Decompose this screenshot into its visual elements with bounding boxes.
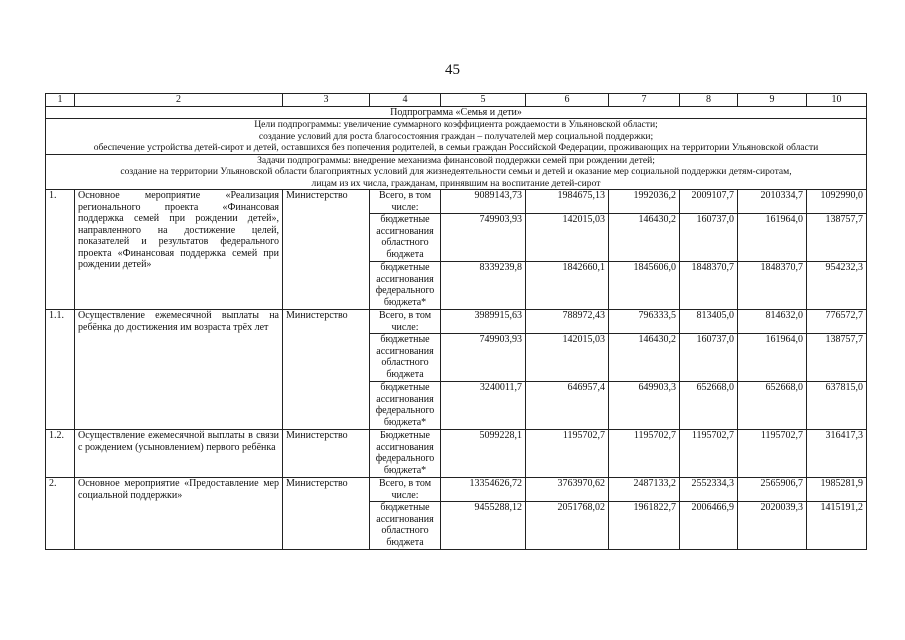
amount-cell: 652668,0	[738, 382, 807, 430]
column-header: 10	[807, 94, 867, 107]
amount-cell: 1992036,2	[609, 190, 680, 214]
budget-table	[45, 93, 867, 550]
amount-cell: 146430,2	[609, 214, 680, 262]
amount-cell: 2487133,2	[609, 478, 680, 502]
task-line: создание на территории Ульяновской области благоприятных условий для жизнедеятельности семьи и детей и оказание мер социальной поддержки детям-сиротам,	[120, 166, 792, 177]
funding-source: бюджетные ассигнования федерального бюджета*	[370, 382, 441, 430]
funding-source: Всего, в том числе:	[370, 478, 441, 502]
executor: Министерство	[283, 478, 370, 550]
amount-cell: 776572,7	[807, 310, 867, 334]
amount-cell: 3763970,62	[526, 478, 609, 502]
amount-cell: 3240011,7	[441, 382, 526, 430]
amount-cell: 8339239,8	[441, 262, 526, 310]
tasks-cell	[46, 154, 867, 190]
tasks-row	[46, 154, 867, 190]
amount-cell: 1195702,7	[609, 430, 680, 478]
amount-cell: 814632,0	[738, 310, 807, 334]
amount-cell: 2009107,7	[680, 190, 738, 214]
amount-cell: 9089143,73	[441, 190, 526, 214]
amount-cell: 160737,0	[680, 214, 738, 262]
table-row	[46, 430, 867, 478]
column-header: 6	[526, 94, 609, 107]
amount-cell: 1195702,7	[738, 430, 807, 478]
amount-cell: 5099228,1	[441, 430, 526, 478]
amount-cell: 1092990,0	[807, 190, 867, 214]
amount-cell: 649903,3	[609, 382, 680, 430]
amount-cell: 142015,03	[526, 214, 609, 262]
column-header: 5	[441, 94, 526, 107]
row-number: 1.1.	[46, 310, 75, 430]
funding-source: бюджетные ассигнования областного бюджета	[370, 334, 441, 382]
amount-cell: 749903,93	[441, 334, 526, 382]
subprogram-title-row	[46, 106, 867, 119]
executor: Министерство	[283, 190, 370, 310]
amount-cell: 1195702,7	[526, 430, 609, 478]
amount-cell: 161964,0	[738, 334, 807, 382]
amount-cell: 796333,5	[609, 310, 680, 334]
funding-source: Всего, в том числе:	[370, 310, 441, 334]
goal-line: Цели подпрограммы: увеличение суммарного коэффициента рождаемости в Ульяновской области;	[254, 119, 658, 130]
amount-cell: 1984675,13	[526, 190, 609, 214]
column-header: 3	[283, 94, 370, 107]
amount-cell: 1415191,2	[807, 502, 867, 550]
amount-cell: 749903,93	[441, 214, 526, 262]
measure-description: Осуществление ежемесячной выплаты в связи с рождением (усыновлением) первого ребёнка	[75, 430, 283, 478]
amount-cell: 813405,0	[680, 310, 738, 334]
measure-description: Основное мероприятие «Реализация регионального проекта «Финансовая поддержка семей при рождении детей», направленного на достижение целей, показателей и результатов федерального проекта «Финансовая поддержка семей при рождении детей»	[75, 190, 283, 310]
column-header: 7	[609, 94, 680, 107]
column-header: 9	[738, 94, 807, 107]
task-line: Задачи подпрограммы: внедрение механизма финансовой поддержки семей при рождении детей;	[257, 154, 655, 166]
funding-source: бюджетные ассигнования федерального бюджета*	[370, 262, 441, 310]
amount-cell: 1848370,7	[680, 262, 738, 310]
amount-cell: 2565906,7	[738, 478, 807, 502]
amount-cell: 2010334,7	[738, 190, 807, 214]
goal-line: обеспечение устройства детей-сирот и детей, оставшихся без попечения родителей, в семьи граждан Российской Федерации, проживающих на территории Ульяновской области	[93, 142, 819, 153]
executor: Министерство	[283, 430, 370, 478]
column-header: 1	[46, 94, 75, 107]
funding-source: Всего, в том числе:	[370, 190, 441, 214]
funding-source: Бюджетные ассигнования федерального бюджета*	[370, 430, 441, 478]
amount-cell: 2020039,3	[738, 502, 807, 550]
amount-cell: 1961822,7	[609, 502, 680, 550]
amount-cell: 1848370,7	[738, 262, 807, 310]
amount-cell: 652668,0	[680, 382, 738, 430]
column-header: 4	[370, 94, 441, 107]
row-number: 1.2.	[46, 430, 75, 478]
goals-row	[46, 119, 867, 155]
subprogram-title: Подпрограмма «Семья и дети»	[46, 106, 867, 119]
table-row	[46, 310, 867, 334]
amount-cell: 788972,43	[526, 310, 609, 334]
row-number: 2.	[46, 478, 75, 550]
funding-source: бюджетные ассигнования областного бюджета	[370, 214, 441, 262]
amount-cell: 3989915,63	[441, 310, 526, 334]
amount-cell: 146430,2	[609, 334, 680, 382]
amount-cell: 160737,0	[680, 334, 738, 382]
amount-cell: 161964,0	[738, 214, 807, 262]
column-header: 8	[680, 94, 738, 107]
amount-cell: 1845606,0	[609, 262, 680, 310]
column-header: 2	[75, 94, 283, 107]
funding-source: бюджетные ассигнования областного бюджета	[370, 502, 441, 550]
measure-description: Основное мероприятие «Предоставление мер социальной поддержки»	[75, 478, 283, 550]
amount-cell: 2552334,3	[680, 478, 738, 502]
executor: Министерство	[283, 310, 370, 430]
measure-description: Осуществление ежемесячной выплаты на ребёнка до достижения им возраста трёх лет	[75, 310, 283, 430]
amount-cell: 1985281,9	[807, 478, 867, 502]
goal-line: создание условий для роста благосостояния граждан – получателей мер социальной поддержки;	[258, 130, 654, 142]
amount-cell: 954232,3	[807, 262, 867, 310]
amount-cell: 646957,4	[526, 382, 609, 430]
amount-cell: 1195702,7	[680, 430, 738, 478]
row-number: 1.	[46, 190, 75, 310]
amount-cell: 13354626,72	[441, 478, 526, 502]
amount-cell: 2051768,02	[526, 502, 609, 550]
task-line: лицам из их числа, гражданам, принявшим на воспитание детей-сирот	[311, 177, 601, 189]
amount-cell: 2006466,9	[680, 502, 738, 550]
table-row	[46, 478, 867, 502]
column-number-row	[46, 94, 867, 107]
page-number: 45	[445, 62, 460, 78]
goals-cell	[46, 119, 867, 155]
amount-cell: 138757,7	[807, 214, 867, 262]
amount-cell: 637815,0	[807, 382, 867, 430]
amount-cell: 316417,3	[807, 430, 867, 478]
amount-cell: 138757,7	[807, 334, 867, 382]
table-row	[46, 190, 867, 214]
amount-cell: 142015,03	[526, 334, 609, 382]
amount-cell: 9455288,12	[441, 502, 526, 550]
amount-cell: 1842660,1	[526, 262, 609, 310]
